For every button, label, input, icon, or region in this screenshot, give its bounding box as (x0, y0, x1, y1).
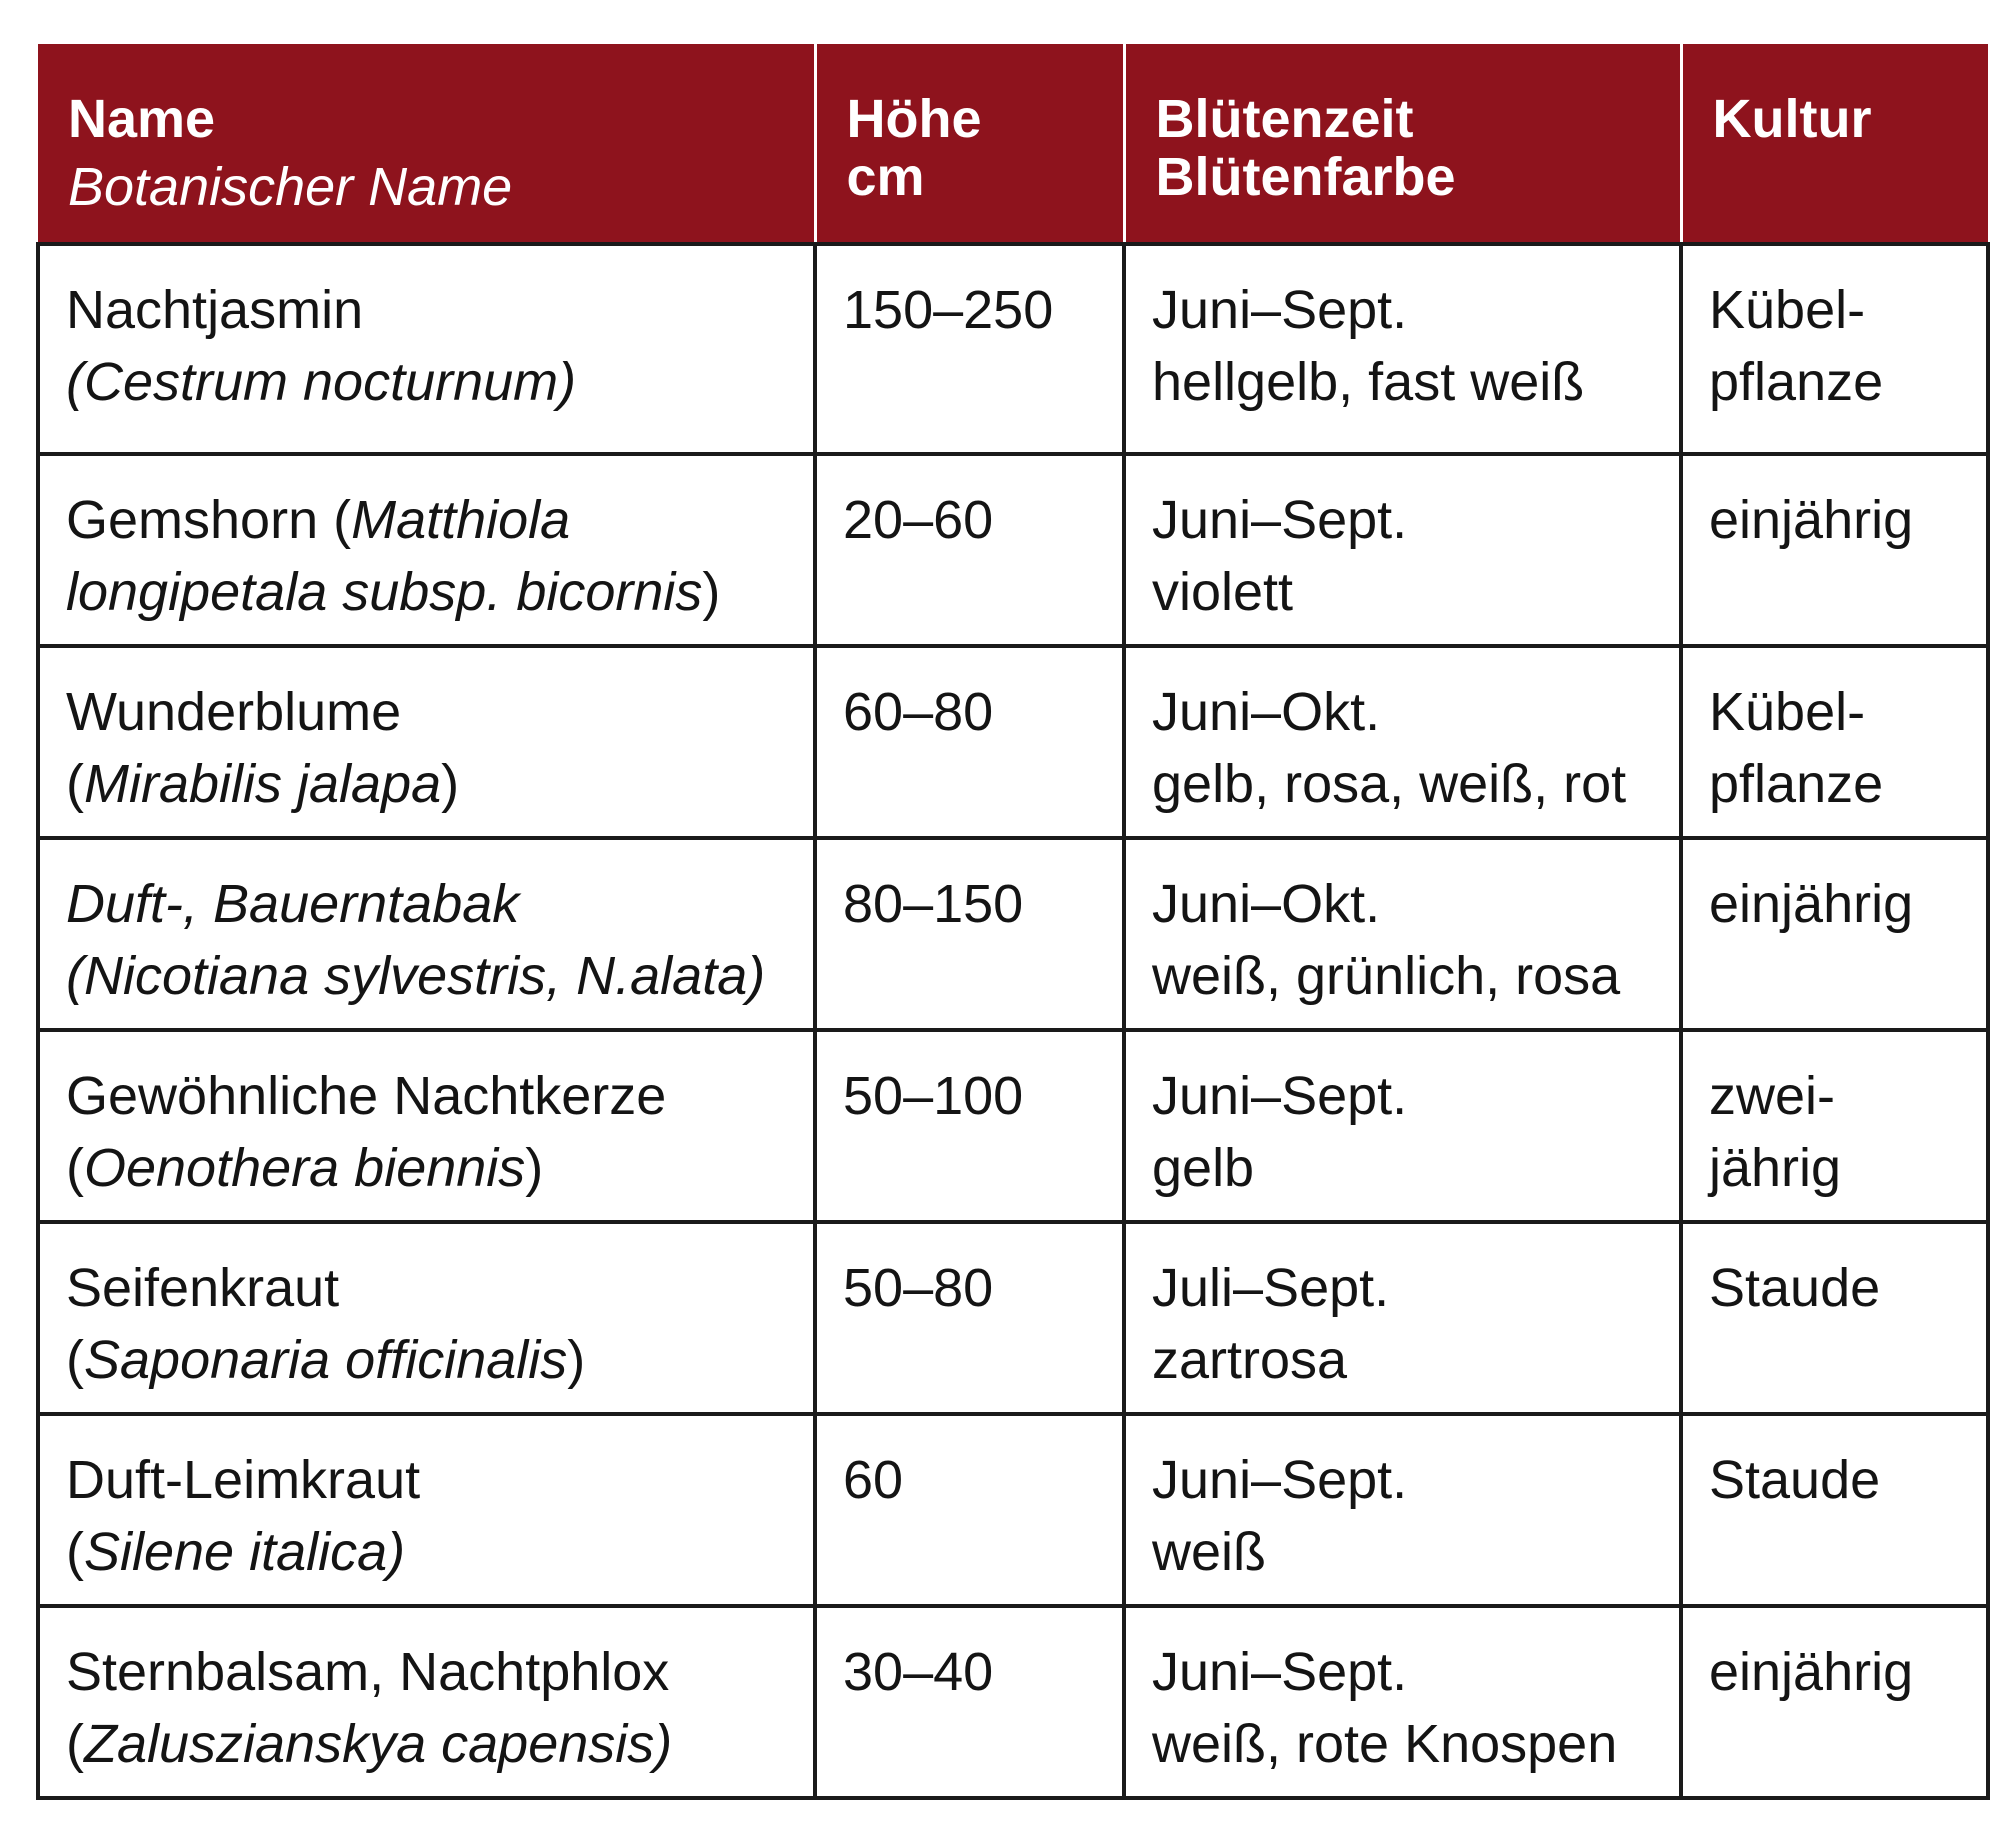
cell-name (38, 646, 815, 838)
botanical-open: ( (66, 1330, 84, 1390)
header-hoehe (815, 44, 1124, 244)
bluetenfarbe: hellgelb, fast weiß (1152, 352, 1585, 412)
botanical-name: Silene italica) (83, 1522, 406, 1582)
plant-name: Seifenkraut (66, 1258, 340, 1318)
cell-kultur (1681, 454, 1988, 646)
kultur-line-1: einjährig (1709, 490, 1914, 550)
header-bluetenzeit-label: Blütenzeit (1155, 89, 1414, 149)
cell-hoehe: 150–250 (815, 244, 1124, 454)
header-kultur-label: Kultur (1712, 89, 1872, 149)
kultur-line-2: pflanze (1709, 754, 1884, 814)
botanical-close: ) (525, 1138, 544, 1198)
table-row (38, 1414, 1988, 1606)
table-row (38, 1222, 1988, 1414)
plant-name: Duft-, Bauerntabak (66, 874, 520, 934)
cell-bluete (1124, 838, 1681, 1030)
botanical-name: (Nicotiana sylvestris, N.alata) (66, 946, 766, 1006)
cell-hoehe: 60–80 (815, 646, 1124, 838)
kultur-line-2: pflanze (1709, 352, 1884, 412)
header-hoehe-label: Höhe (846, 89, 982, 149)
table-body (38, 244, 1988, 1798)
header-name (38, 44, 815, 244)
kultur-line-1: Kübel- (1709, 280, 1866, 340)
cell-bluete (1124, 1222, 1681, 1414)
header-name-label: Name (68, 89, 216, 149)
header-hoehe-unit: cm (846, 147, 925, 207)
cell-bluete (1124, 244, 1681, 454)
kultur-line-2: jährig (1709, 1138, 1842, 1198)
plant-name: Wunderblume (66, 682, 402, 742)
plant-name: Nachtjasmin (66, 280, 364, 340)
bluetenzeit: Juli–Sept. (1152, 1258, 1390, 1318)
header-bluetenfarbe-label: Blütenfarbe (1155, 147, 1456, 207)
table-row (38, 1606, 1988, 1798)
cell-name (38, 454, 815, 646)
cell-name (38, 1606, 815, 1798)
cell-hoehe: 20–60 (815, 454, 1124, 646)
cell-kultur (1681, 1030, 1988, 1222)
botanical-genus: Matthiola (351, 490, 571, 550)
botanical-close: ) (441, 754, 460, 814)
botanical-open: ( (66, 1138, 84, 1198)
bluetenfarbe: gelb (1152, 1138, 1255, 1198)
header-kultur (1681, 44, 1988, 244)
botanical-name: (Cestrum nocturnum) (66, 352, 577, 412)
cell-kultur (1681, 1414, 1988, 1606)
header-bluete (1124, 44, 1681, 244)
bluetenfarbe: weiß, grünlich, rosa (1152, 946, 1621, 1006)
bluetenzeit: Juni–Sept. (1152, 280, 1408, 340)
botanical-open: ( (66, 754, 84, 814)
cell-hoehe: 60 (815, 1414, 1124, 1606)
header-botanical-label: Botanischer Name (68, 157, 513, 217)
table-row (38, 838, 1988, 1030)
bluetenfarbe: weiß, rote Knospen (1152, 1714, 1618, 1774)
plant-table-container (36, 44, 1986, 1792)
cell-bluete (1124, 454, 1681, 646)
table-row (38, 244, 1988, 454)
cell-kultur (1681, 1606, 1988, 1798)
plant-name: Duft-Leimkraut (66, 1450, 421, 1510)
kultur-line-1: zwei- (1709, 1066, 1836, 1126)
bluetenzeit: Juni–Sept. (1152, 1642, 1408, 1702)
bluetenfarbe: weiß (1152, 1522, 1267, 1582)
cell-name (38, 1030, 815, 1222)
botanical-name: longipetala subsp. bicornis (66, 562, 703, 622)
botanical-open: ( (66, 1522, 84, 1582)
botanical-name: Zaluszianskya capensis) (83, 1714, 673, 1774)
botanical-name: Mirabilis jalapa (83, 754, 442, 814)
kultur-line-1: einjährig (1709, 1642, 1914, 1702)
cell-kultur (1681, 244, 1988, 454)
table-row (38, 646, 1988, 838)
cell-bluete (1124, 1414, 1681, 1606)
bluetenfarbe: gelb, rosa, weiß, rot (1152, 754, 1627, 814)
bluetenzeit: Juni–Okt. (1152, 682, 1381, 742)
cell-hoehe: 50–100 (815, 1030, 1124, 1222)
botanical-close: ) (567, 1330, 586, 1390)
cell-bluete (1124, 646, 1681, 838)
cell-name (38, 244, 815, 454)
cell-hoehe: 30–40 (815, 1606, 1124, 1798)
bluetenzeit: Juni–Okt. (1152, 874, 1381, 934)
bluetenfarbe: zartrosa (1152, 1330, 1348, 1390)
cell-name (38, 1222, 815, 1414)
cell-name (38, 838, 815, 1030)
kultur-line-1: Kübel- (1709, 682, 1866, 742)
cell-hoehe: 80–150 (815, 838, 1124, 1030)
kultur-line-1: Staude (1709, 1450, 1881, 1510)
botanical-name: Saponaria officinalis (83, 1330, 568, 1390)
cell-hoehe: 50–80 (815, 1222, 1124, 1414)
cell-kultur (1681, 838, 1988, 1030)
cell-bluete (1124, 1030, 1681, 1222)
botanical-open: ( (66, 1714, 84, 1774)
cell-kultur (1681, 646, 1988, 838)
kultur-line-1: einjährig (1709, 874, 1914, 934)
botanical-close: ) (702, 562, 721, 622)
plant-name: Gewöhnliche Nachtkerze (66, 1066, 667, 1126)
kultur-line-1: Staude (1709, 1258, 1881, 1318)
bluetenzeit: Juni–Sept. (1152, 1450, 1408, 1510)
plant-name: Sternbalsam, Nachtphlox (66, 1642, 670, 1702)
table-row (38, 454, 1988, 646)
table-row (38, 1030, 1988, 1222)
cell-name (38, 1414, 815, 1606)
bluetenzeit: Juni–Sept. (1152, 490, 1408, 550)
bluetenfarbe: violett (1152, 562, 1294, 622)
bluetenzeit: Juni–Sept. (1152, 1066, 1408, 1126)
header-row (38, 44, 1988, 244)
night-flowering-plants-table (36, 44, 1990, 1800)
table-header (38, 44, 1988, 244)
cell-bluete (1124, 1606, 1681, 1798)
cell-kultur (1681, 1222, 1988, 1414)
botanical-name: Oenothera biennis (83, 1138, 526, 1198)
plant-name: Gemshorn ( (66, 490, 352, 550)
